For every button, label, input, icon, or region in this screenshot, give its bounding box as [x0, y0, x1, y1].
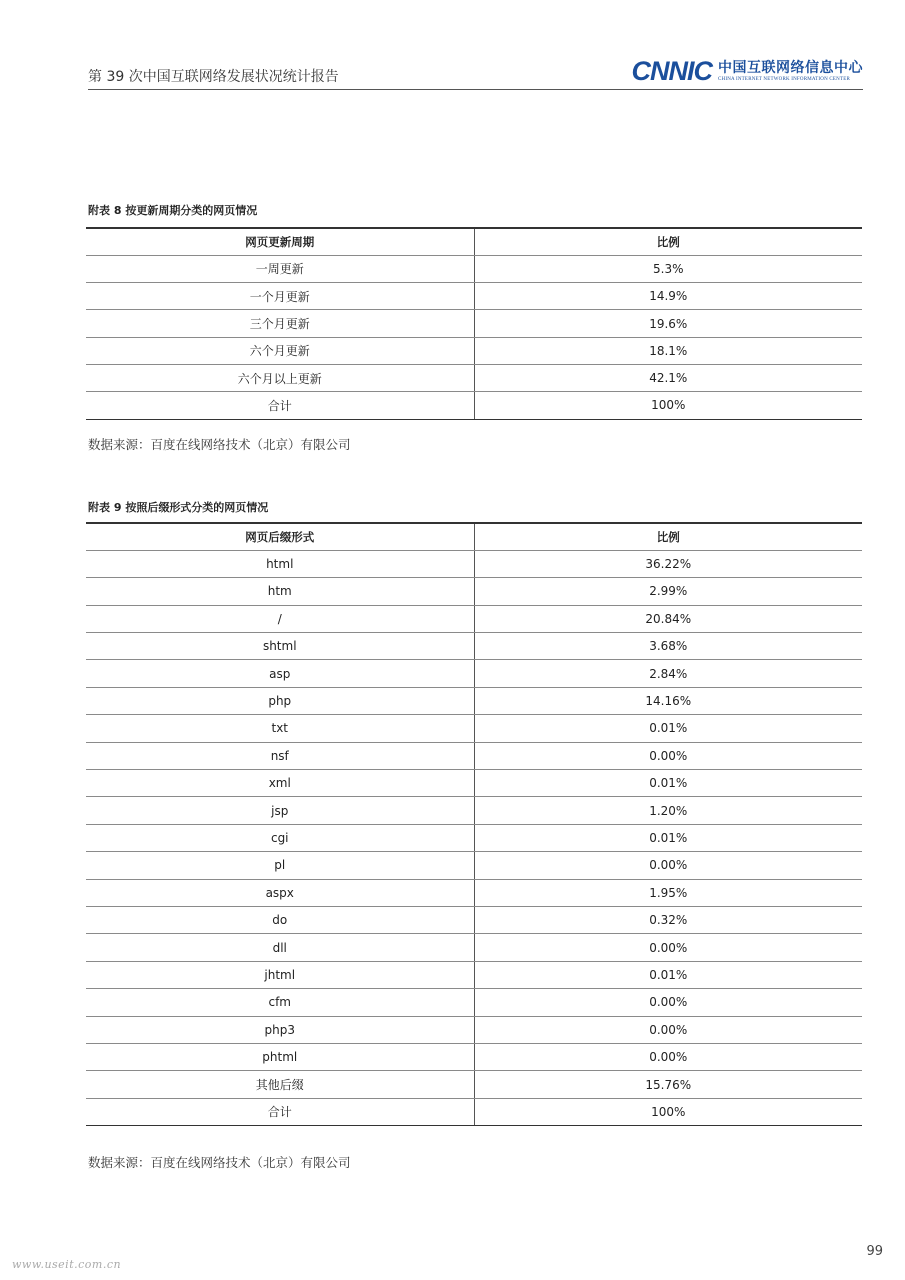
row-label-cell: 一个月更新 [86, 283, 474, 310]
table-row [86, 989, 862, 1016]
table-row [86, 742, 862, 769]
row-value-cell: 0.01% [474, 715, 862, 742]
row-label-cell: aspx [86, 879, 474, 906]
cnnic-logo [632, 58, 864, 85]
row-label-cell: 合计 [86, 392, 474, 419]
table-row [86, 852, 862, 879]
row-label-cell: 其他后缀 [86, 1071, 474, 1098]
table-row [86, 1071, 862, 1098]
table-row [86, 961, 862, 988]
logo-en-name: CHINA INTERNET NETWORK INFORMATION CENTER [718, 77, 850, 82]
row-value-cell: 36.22% [474, 550, 862, 577]
row-label-cell: cfm [86, 989, 474, 1016]
table-row [86, 797, 862, 824]
header-divider [88, 89, 863, 90]
row-label-cell: php [86, 687, 474, 714]
table-row [86, 906, 862, 933]
row-value-cell: 15.76% [474, 1071, 862, 1098]
row-value-cell: 42.1% [474, 364, 862, 391]
row-value-cell: 1.95% [474, 879, 862, 906]
row-value-cell: 5.3% [474, 255, 862, 282]
row-value-cell: 0.00% [474, 934, 862, 961]
page-number: 99 [866, 1244, 883, 1259]
table8-caption: 附表 8 按更新周期分类的网页情况 [88, 204, 258, 217]
table8 [86, 227, 862, 420]
row-label-cell: jhtml [86, 961, 474, 988]
row-value-cell: 0.32% [474, 906, 862, 933]
row-label-cell: asp [86, 660, 474, 687]
row-label-cell: dll [86, 934, 474, 961]
table-row [86, 310, 862, 337]
row-value-cell: 1.20% [474, 797, 862, 824]
row-label-cell: 一周更新 [86, 255, 474, 282]
row-value-cell: 0.01% [474, 770, 862, 797]
row-label-cell: 六个月以上更新 [86, 364, 474, 391]
table-row [86, 283, 862, 310]
row-label-cell: shtml [86, 633, 474, 660]
row-label-cell: php3 [86, 1016, 474, 1043]
row-label-cell: phtml [86, 1043, 474, 1070]
column-header: 网页更新周期 [86, 228, 474, 255]
table-row [86, 660, 862, 687]
logo-text [718, 60, 863, 83]
row-label-cell: jsp [86, 797, 474, 824]
table-row [86, 578, 862, 605]
row-value-cell: 0.01% [474, 824, 862, 851]
row-value-cell: 2.99% [474, 578, 862, 605]
table-row [86, 879, 862, 906]
table9-caption: 附表 9 按照后缀形式分类的网页情况 [88, 501, 269, 514]
row-label-cell: / [86, 605, 474, 632]
row-label-cell: 六个月更新 [86, 337, 474, 364]
table-row [86, 364, 862, 391]
column-header: 比例 [474, 228, 862, 255]
row-value-cell: 0.00% [474, 1016, 862, 1043]
row-value-cell: 0.00% [474, 1043, 862, 1070]
table-row [86, 1098, 862, 1125]
table-row [86, 255, 862, 282]
row-label-cell: xml [86, 770, 474, 797]
row-value-cell: 19.6% [474, 310, 862, 337]
row-value-cell: 0.01% [474, 961, 862, 988]
table-row [86, 1043, 862, 1070]
row-value-cell: 100% [474, 392, 862, 419]
logo-mark: CNNIC [631, 56, 712, 86]
column-header: 网页后缀形式 [86, 523, 474, 550]
table-row [86, 824, 862, 851]
row-label-cell: nsf [86, 742, 474, 769]
row-label-cell: htm [86, 578, 474, 605]
table9 [86, 522, 862, 1126]
table-row [86, 715, 862, 742]
row-value-cell: 14.9% [474, 283, 862, 310]
row-value-cell: 0.00% [474, 989, 862, 1016]
row-value-cell: 3.68% [474, 633, 862, 660]
table-row [86, 337, 862, 364]
table-row [86, 633, 862, 660]
row-label-cell: txt [86, 715, 474, 742]
row-value-cell: 100% [474, 1098, 862, 1125]
row-value-cell: 0.00% [474, 742, 862, 769]
row-label-cell: 三个月更新 [86, 310, 474, 337]
table-row [86, 687, 862, 714]
row-label-cell: cgi [86, 824, 474, 851]
table-row [86, 550, 862, 577]
row-value-cell: 2.84% [474, 660, 862, 687]
report-title: 第 39 次中国互联网络发展状况统计报告 [88, 69, 339, 85]
row-label-cell: pl [86, 852, 474, 879]
row-value-cell: 20.84% [474, 605, 862, 632]
table-row [86, 1016, 862, 1043]
column-header: 比例 [474, 523, 862, 550]
logo-cn-name: 中国互联网络信息中心 [718, 60, 863, 76]
table9-source: 数据来源：百度在线网络技术（北京）有限公司 [88, 1155, 351, 1170]
table8-source: 数据来源：百度在线网络技术（北京）有限公司 [88, 437, 351, 452]
row-label-cell: do [86, 906, 474, 933]
row-label-cell: 合计 [86, 1098, 474, 1125]
row-value-cell: 0.00% [474, 852, 862, 879]
table-row [86, 605, 862, 632]
table-header-row [86, 523, 862, 550]
table-row [86, 770, 862, 797]
table-row [86, 934, 862, 961]
table-header-row [86, 228, 862, 255]
row-value-cell: 14.16% [474, 687, 862, 714]
watermark: www.useit.com.cn [12, 1258, 122, 1271]
row-label-cell: html [86, 550, 474, 577]
row-value-cell: 18.1% [474, 337, 862, 364]
table-row [86, 392, 862, 419]
